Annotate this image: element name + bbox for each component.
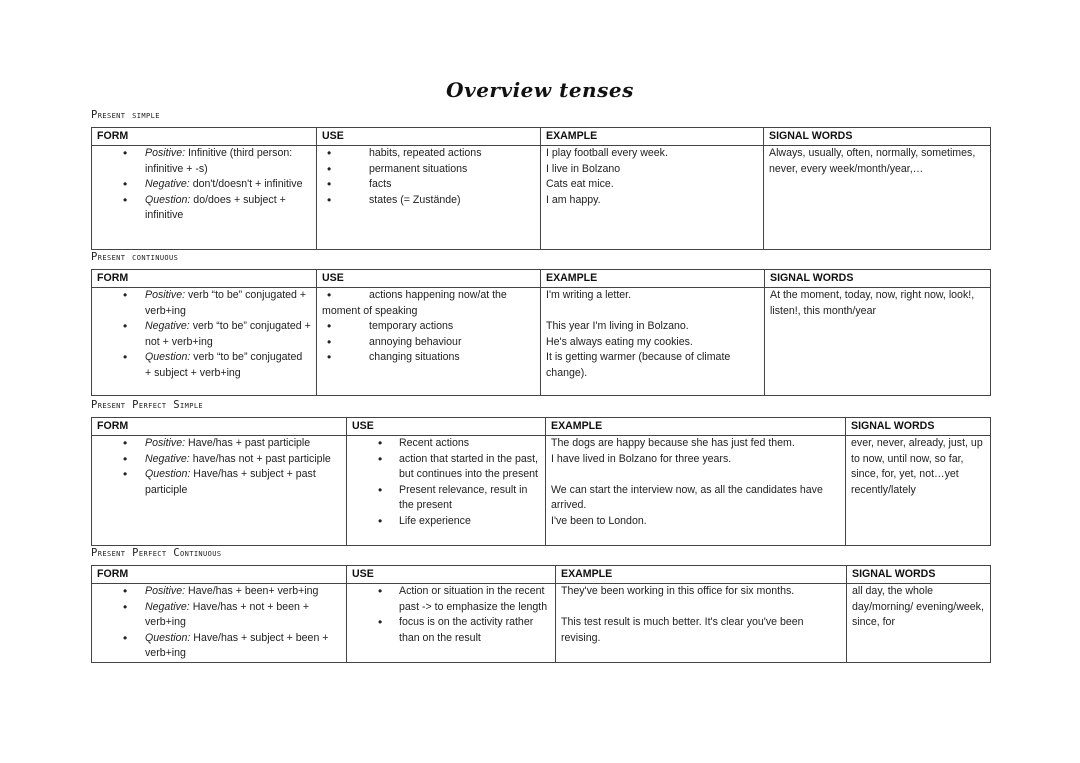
form-cell <box>92 288 317 396</box>
list-item: • focus is on the activity rather than on the result <box>352 615 550 646</box>
example-line: The dogs are happy because she has just fed them. <box>551 437 795 449</box>
list-item: • Question: Have/has + subject + past participle <box>97 467 341 498</box>
form-cell <box>92 436 347 546</box>
table-header-row <box>92 418 991 436</box>
list-item: • permanent situations <box>322 162 535 178</box>
use-continuation: moment of speaking <box>322 304 418 317</box>
example-line: I've been to London. <box>551 514 647 527</box>
example-line: I am happy. <box>546 193 601 206</box>
list-item: • Negative: verb “to be” conjugated + not + verb+ing <box>97 319 311 350</box>
header-form: FORM <box>92 418 347 436</box>
list-item: • changing situations <box>322 350 535 366</box>
table-header-row <box>92 128 991 146</box>
table-row <box>92 584 991 663</box>
example-line: We can start the interview now, as all the candidates have arrived. <box>551 483 823 512</box>
example-cell <box>541 146 764 250</box>
table-present-perfect-continuous <box>91 565 991 663</box>
example-line: This year I'm living in Bolzano. <box>546 320 689 333</box>
header-use: USE <box>347 418 546 436</box>
list-item: • Positive: Have/has + past participle <box>97 436 341 452</box>
table-row <box>92 146 991 250</box>
header-signal-words: SIGNAL WORDS <box>764 128 991 146</box>
list-item: • Positive: Infinitive (third person: infinitive + -s) <box>97 146 311 177</box>
header-use: USE <box>317 270 541 288</box>
form-cell <box>92 146 317 250</box>
example-line: He's always eating my cookies. <box>546 335 693 348</box>
list-item: • Question: do/does + subject + infinitive <box>97 193 311 224</box>
signal-words-cell: At the moment, today, now, right now, look!, listen!, this month/year <box>765 288 991 396</box>
example-line: I play football every week. <box>546 147 668 159</box>
list-item: • habits, repeated actions <box>322 146 535 162</box>
table-header-row <box>92 270 991 288</box>
signal-words-cell: all day, the whole day/morning/ evening/week, since, for <box>847 584 991 663</box>
list-item: • facts <box>322 177 535 193</box>
list-item: • annoying behaviour <box>322 335 535 351</box>
header-example: EXAMPLE <box>541 270 765 288</box>
list-item: • states (= Zustände) <box>322 193 535 209</box>
header-example: EXAMPLE <box>546 418 846 436</box>
example-line: Cats eat mice. <box>546 178 614 191</box>
header-signal-words: SIGNAL WORDS <box>847 566 991 584</box>
example-cell <box>541 288 765 396</box>
list-item: • Question: verb “to be” conjugated + subject + verb+ing <box>97 350 311 381</box>
list-item: • Present relevance, result in the present <box>352 483 540 514</box>
example-line: It is getting warmer (because of climate change). <box>546 351 731 379</box>
header-example: EXAMPLE <box>541 128 764 146</box>
example-cell <box>556 584 847 663</box>
table-present-continuous <box>91 269 991 396</box>
example-line: I have lived in Bolzano for three years. <box>551 452 732 465</box>
use-cell <box>317 288 541 396</box>
list-item: • temporary actions <box>322 319 535 335</box>
header-use: USE <box>317 128 541 146</box>
signal-words-cell: ever, never, already, just, up to now, until now, so far, since, for, yet, not…yet recently/lately <box>846 436 991 546</box>
header-signal-words: SIGNAL WORDS <box>846 418 991 436</box>
example-line: I'm writing a letter. <box>546 289 632 301</box>
section-label-present-perfect-simple: Present Perfect Simple <box>91 399 204 411</box>
list-item: • Life experience <box>352 514 540 530</box>
section-label-present-continuous: Present continuous <box>91 251 179 263</box>
header-form: FORM <box>92 270 317 288</box>
list-item: • Recent actions <box>352 436 540 452</box>
use-cell <box>347 436 546 546</box>
list-item: • Positive: Have/has + been+ verb+ing <box>97 584 341 600</box>
example-line: This test result is much better. It's clear you've been revising. <box>561 616 804 644</box>
table-present-perfect-simple <box>91 417 991 546</box>
use-cell <box>317 146 541 250</box>
list-item: • Negative: don't/doesn't + infinitive <box>97 177 311 193</box>
list-item: • Action or situation in the recent past -> to emphasize the length <box>352 584 550 615</box>
list-item: • actions happening now/at the <box>322 288 535 304</box>
table-present-simple <box>91 127 991 250</box>
header-example: EXAMPLE <box>556 566 847 584</box>
signal-words-cell: Always, usually, often, normally, sometimes, never, every week/month/year,… <box>764 146 991 250</box>
table-header-row <box>92 566 991 584</box>
list-item: • Negative: Have/has + not + been + verb+ing <box>97 600 341 631</box>
page-title: Overview tenses <box>446 78 634 102</box>
use-cell <box>347 584 556 663</box>
list-item: • Positive: verb “to be” conjugated + verb+ing <box>97 288 311 319</box>
form-cell <box>92 584 347 663</box>
list-item: • Question: Have/has + subject + been + verb+ing <box>97 631 341 662</box>
table-row <box>92 436 991 546</box>
header-form: FORM <box>92 128 317 146</box>
header-form: FORM <box>92 566 347 584</box>
header-signal-words: SIGNAL WORDS <box>765 270 991 288</box>
header-use: USE <box>347 566 556 584</box>
example-cell <box>546 436 846 546</box>
list-item: • action that started in the past, but continues into the present <box>352 452 540 483</box>
section-label-present-simple: Present simple <box>91 109 160 121</box>
example-line: They've been working in this office for six months. <box>561 585 795 597</box>
example-line: I live in Bolzano <box>546 162 621 175</box>
table-row <box>92 288 991 396</box>
section-label-present-perfect-continuous: Present Perfect Continuous <box>91 547 222 559</box>
list-item: • Negative: have/has not + past participle <box>97 452 341 468</box>
